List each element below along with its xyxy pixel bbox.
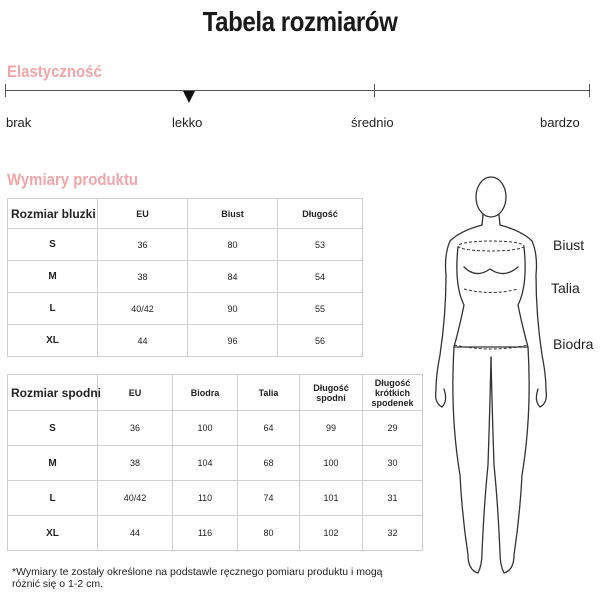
table-cell: 99 — [300, 411, 363, 446]
table-cell: 54 — [278, 261, 363, 293]
size-label: L — [8, 481, 98, 516]
scale-label-very: bardzo — [540, 115, 580, 130]
table-cell: 36 — [98, 411, 173, 446]
column-header: EU — [98, 199, 188, 229]
table-row — [8, 516, 423, 551]
table-cell: 74 — [238, 481, 300, 516]
table-cell: 55 — [278, 293, 363, 325]
scale-tick — [589, 84, 590, 97]
table-row — [8, 325, 363, 357]
hips-label: Biodra — [553, 336, 594, 352]
table-cell: 40/42 — [98, 293, 188, 325]
waist-label: Talia — [551, 280, 580, 296]
column-header: Talia — [238, 375, 300, 411]
table-cell: 29 — [363, 411, 423, 446]
size-label: S — [8, 411, 98, 446]
scale-label-none: brak — [6, 115, 32, 130]
table-cell: 80 — [238, 516, 300, 551]
table-cell: 84 — [188, 261, 278, 293]
table-cell: 110 — [173, 481, 238, 516]
table-cell: 90 — [188, 293, 278, 325]
table-row — [8, 481, 423, 516]
footnote: *Wymiary te zostały określone na podstawle ręcznego pomiaru produktu i mogą różnić się o 1-2 cm. — [12, 566, 383, 590]
table-row — [8, 446, 423, 481]
table-cell: 53 — [278, 229, 363, 261]
size-label: L — [8, 293, 98, 325]
table-cell: 44 — [98, 325, 188, 357]
table-cell: 40/42 — [98, 481, 173, 516]
table-row — [8, 261, 363, 293]
scale-line — [5, 90, 590, 91]
table-row — [8, 293, 363, 325]
table-cell: 104 — [173, 446, 238, 481]
scale-tick — [5, 84, 6, 97]
table-cell: 32 — [363, 516, 423, 551]
body-measurement-figure — [420, 175, 600, 595]
column-header: Długość krótkich spodenek — [363, 375, 423, 411]
table-cell: 100 — [300, 446, 363, 481]
size-label: XL — [8, 516, 98, 551]
table-header-row — [8, 375, 423, 411]
table-corner: Rozmiar spodni — [8, 375, 98, 411]
size-label: M — [8, 446, 98, 481]
table-cell: 44 — [98, 516, 173, 551]
table-cell: 31 — [363, 481, 423, 516]
column-header: Biust — [188, 199, 278, 229]
column-header: Długość spodni — [300, 375, 363, 411]
elasticity-marker-icon — [183, 91, 195, 103]
column-header: EU — [98, 375, 173, 411]
size-label: XL — [8, 325, 98, 357]
scale-label-medium: średnio — [351, 115, 394, 130]
scale-tick — [374, 84, 375, 97]
table-corner: Rozmiar bluzki — [8, 199, 98, 229]
table-row — [8, 411, 423, 446]
table-cell: 96 — [188, 325, 278, 357]
bust-label: Biust — [553, 237, 585, 253]
table-cell: 116 — [173, 516, 238, 551]
table-row — [8, 229, 363, 261]
column-header: Biodra — [173, 375, 238, 411]
page-title: Tabela rozmiarów — [202, 6, 398, 37]
table-cell: 36 — [98, 229, 188, 261]
table-cell: 56 — [278, 325, 363, 357]
table-cell: 30 — [363, 446, 423, 481]
size-label: M — [8, 261, 98, 293]
table-cell: 38 — [98, 261, 188, 293]
elasticity-heading: Elastyczność — [7, 62, 102, 81]
table-cell: 101 — [300, 481, 363, 516]
table-cell: 68 — [238, 446, 300, 481]
scale-label-light: lekko — [172, 115, 203, 130]
blouse-size-table — [7, 198, 363, 357]
table-cell: 38 — [98, 446, 173, 481]
table-cell: 64 — [238, 411, 300, 446]
table-cell: 102 — [300, 516, 363, 551]
column-header: Długość — [278, 199, 363, 229]
trouser-size-table — [7, 374, 423, 551]
table-cell: 100 — [173, 411, 238, 446]
measurements-heading: Wymiary produktu — [7, 170, 139, 189]
size-label: S — [8, 229, 98, 261]
table-cell: 80 — [188, 229, 278, 261]
table-header-row — [8, 199, 363, 229]
